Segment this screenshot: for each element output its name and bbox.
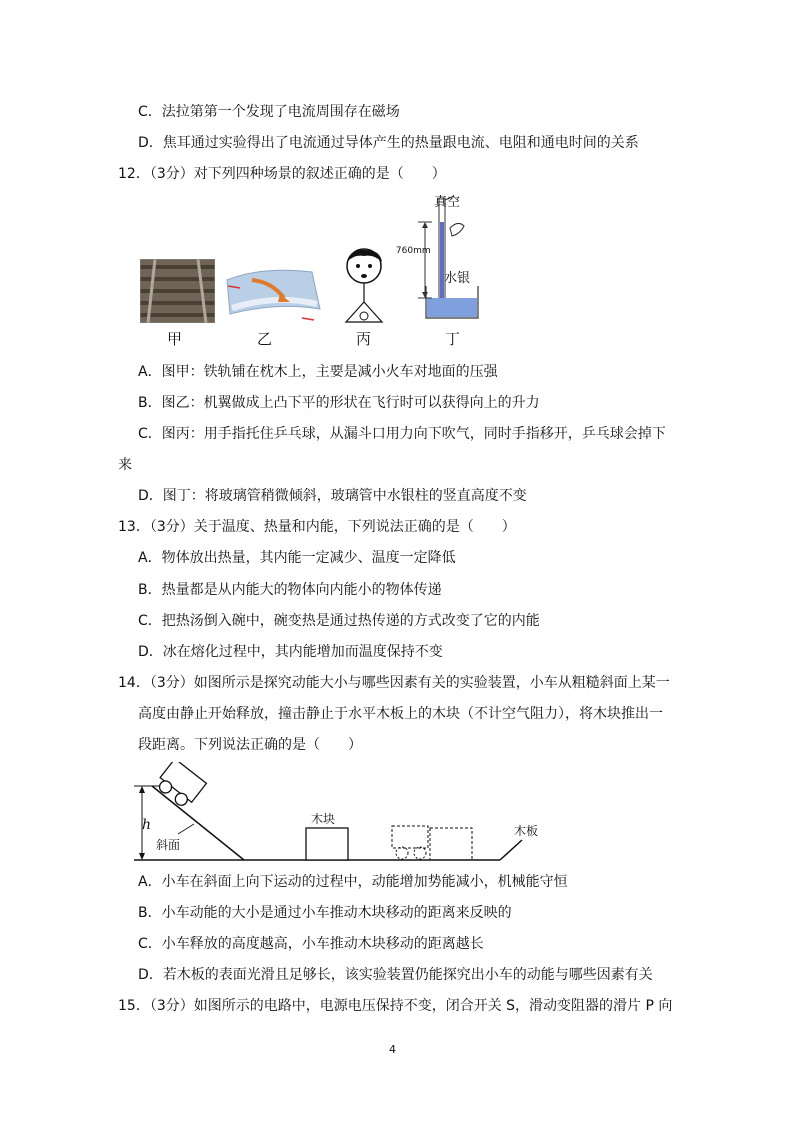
- q14-option-d: D．若木板的表面光滑且足够长，该实验装置仍能探究出小车的动能与哪些因素有关: [138, 967, 653, 983]
- height-h-label: h: [142, 817, 152, 833]
- railway-photo: [140, 259, 215, 323]
- q11-option-c: C．法拉第第一个发现了电流周围存在磁场: [138, 104, 400, 120]
- q13-option-d: D．冰在熔化过程中，其内能增加而温度保持不变: [138, 644, 443, 660]
- q12-option-c: C．图丙：用手指托住乒乓球，从漏斗口用力向下吹气，同时手指移开，乒乓球会掉下: [138, 426, 666, 442]
- caption-jia: 甲: [167, 330, 183, 348]
- block-label: 木块: [311, 812, 336, 826]
- kinetic-energy-apparatus: [130, 762, 550, 866]
- q12-option-d: D．图丁：将玻璃管稍微倾斜，玻璃管中水银柱的竖直高度不变: [138, 488, 527, 504]
- q12-option-c-continued: 来: [118, 457, 132, 473]
- q14-option-a: A．小车在斜面上向下运动的过程中，动能增加势能减小，机械能守恒: [138, 874, 568, 890]
- wing-illustration: [222, 264, 322, 324]
- page-number: 4: [389, 1043, 396, 1056]
- mercury-label: 水银: [444, 271, 471, 286]
- height-760mm-label: 760mm: [395, 245, 431, 256]
- q13-option-a: A．物体放出热量，其内能一定减少、温度一定降低: [138, 550, 456, 566]
- q14-stem-line-1: 14．（3分）如图所示是探究动能大小与哪些因素有关的实验装置，小车从粗糙斜面上某一: [118, 675, 670, 691]
- q13-option-b: B．热量都是从内能大的物体向内能小的物体传递: [138, 582, 442, 598]
- q12-stem: 12．（3分）对下列四种场景的叙述正确的是（ ）: [118, 166, 446, 182]
- vacuum-label: 真空: [434, 195, 461, 210]
- caption-yi: 乙: [257, 330, 273, 348]
- q11-option-d: D．焦耳通过实验得出了电流通过导体产生的热量跟电流、电阻和通电时间的关系: [138, 135, 639, 151]
- q12-option-a: A．图甲：铁轨铺在枕木上，主要是减小火车对地面的压强: [138, 364, 498, 380]
- slope-label: 斜面: [156, 838, 181, 852]
- q13-stem: 13．（3分）关于温度、热量和内能，下列说法正确的是（ ）: [118, 519, 516, 535]
- caption-ding: 丁: [445, 330, 461, 348]
- q14-figure: [130, 762, 550, 866]
- q12-option-b: B．图乙：机翼做成上凸下平的形状在飞行时可以获得向上的升力: [138, 395, 540, 411]
- q14-option-c: C．小车释放的高度越高，小车推动木块移动的距离越长: [138, 936, 484, 952]
- q15-stem: 15．（3分）如图所示的电路中，电源电压保持不变，闭合开关 S，滑动变阻器的滑片 P 向: [118, 998, 673, 1014]
- funnel-blowing-illustration: [338, 246, 394, 330]
- board-label: 木板: [514, 824, 539, 838]
- q14-stem-line-3: 段距离。下列说法正确的是（ ）: [138, 737, 362, 753]
- q13-option-c: C．把热汤倒入碗中，碗变热是通过热传递的方式改变了它的内能: [138, 613, 540, 629]
- q14-option-b: B．小车动能的大小是通过小车推动木块移动的距离来反映的: [138, 905, 512, 921]
- q14-stem-line-2: 高度由静止开始释放，撞击静止于水平木板上的木块（不计空气阻力），将木块推出一: [138, 706, 663, 722]
- q12-figure: [138, 190, 488, 350]
- caption-bing: 丙: [356, 330, 372, 348]
